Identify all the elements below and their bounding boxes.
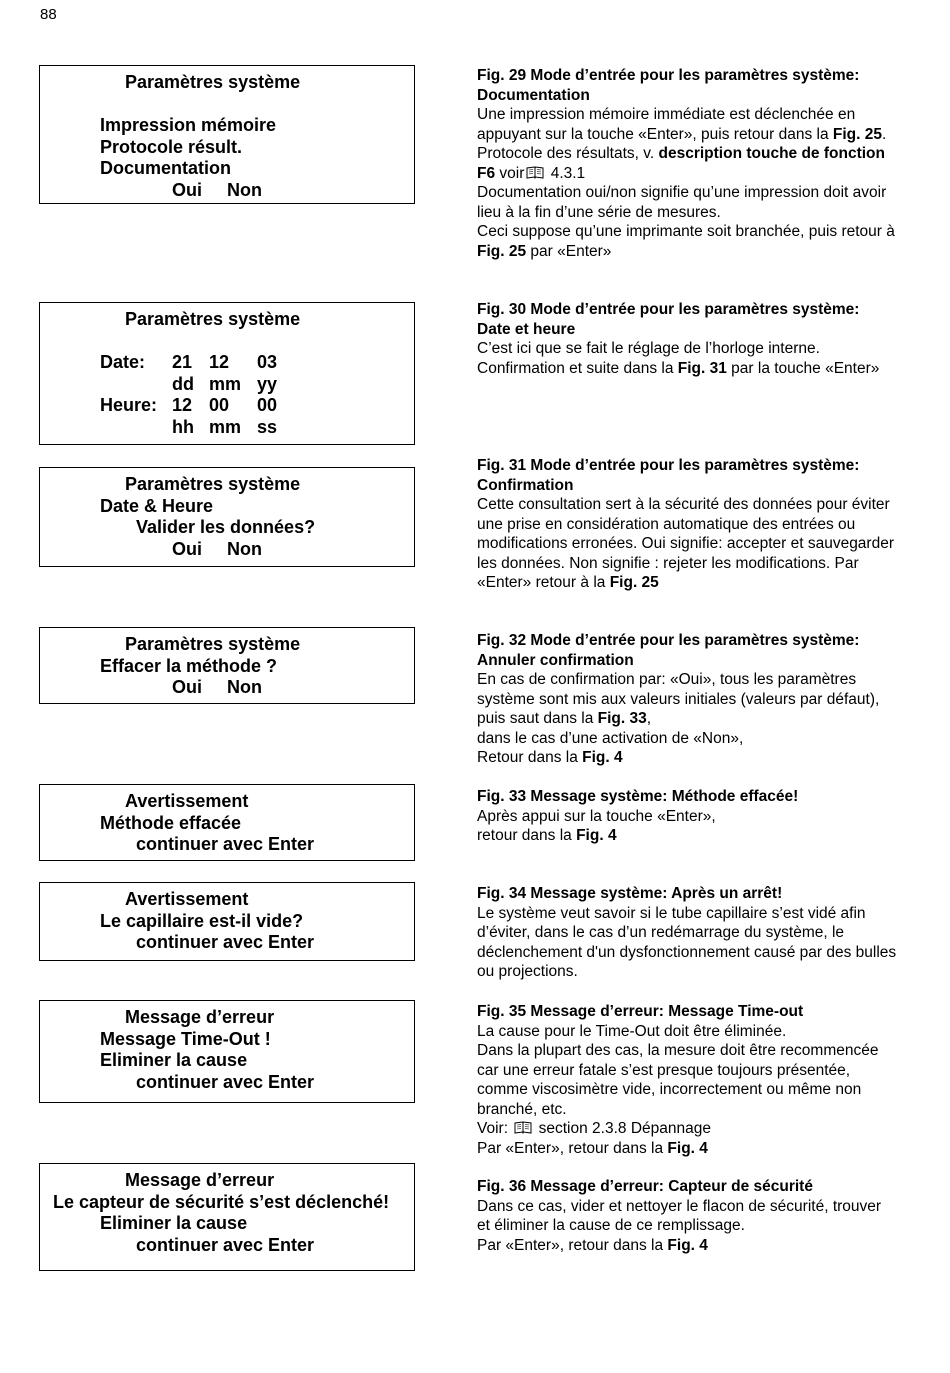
- lcd-line: continuer avec Enter: [136, 834, 315, 854]
- figure-caption: Fig. 34 Message système: Après un arrêt!: [477, 885, 783, 902]
- lcd-yes-no: Oui Non: [172, 180, 262, 200]
- book-icon: [526, 166, 544, 179]
- paragraph: Après appui sur la touche «Enter»,: [477, 807, 716, 825]
- paragraph: Cette consultation sert à la sécurité des données pour éviter une prise en considération automatique des entrées ou modifications erronées. Oui signifie: accepter et sauvegarder les données. Non signifie : rejeter les modifications. Par «Enter» retour à la Fig. 25: [477, 496, 894, 591]
- paragraph: Dans ce cas, vider et nettoyer le flacon de sécurité, trouver et éliminer la cause de ce remplissage.: [477, 1197, 882, 1234]
- date-year: 03: [257, 352, 278, 372]
- lcd-screen-fig32: [39, 627, 415, 704]
- lcd-line: Le capteur de sécurité s’est déclenché!: [53, 1192, 390, 1212]
- lcd-title: Paramètres système: [125, 72, 301, 92]
- time-unit-mm: mm: [209, 417, 242, 437]
- lcd-line: continuer avec Enter: [136, 932, 315, 952]
- figure-caption: Fig. 33 Message système: Méthode effacée!: [477, 788, 799, 805]
- lcd-title: Paramètres système: [125, 634, 301, 654]
- paragraph: Par «Enter», retour dans la Fig. 4: [477, 1139, 708, 1157]
- lcd-line: Valider les données?: [136, 517, 316, 537]
- figure-caption: Fig. 36 Message d’erreur: Capteur de sécurité: [477, 1178, 813, 1195]
- lcd-screen-fig31: [39, 467, 415, 567]
- figure-caption: Fig. 35 Message d’erreur: Message Time-out: [477, 1003, 804, 1020]
- paragraph: En cas de confirmation par: «Oui», tous les paramètres système sont mis aux valeurs initiales (valeurs par défaut), puis saut dans la Fig. 33,: [477, 671, 880, 727]
- figure-reference: Fig. 31: [677, 359, 727, 377]
- lcd-line: Méthode effacée: [100, 813, 242, 833]
- lcd-line: Effacer la méthode ?: [100, 656, 278, 676]
- time-unit-ss: ss: [257, 417, 278, 437]
- time-unit-hh: hh: [172, 417, 194, 437]
- paragraph: C’est ici que se fait le réglage de l’horloge interne.: [477, 340, 820, 357]
- lcd-line: Le capillaire est-il vide?: [100, 911, 304, 931]
- paragraph: Documentation oui/non signifie qu’une impression doit avoir lieu à la fin d’une série de mesures.: [477, 184, 887, 221]
- lcd-screen-fig36: [39, 1163, 415, 1271]
- date-unit-mm: mm: [209, 374, 242, 394]
- lcd-line: Protocole résult.: [100, 137, 243, 157]
- lcd-line: Impression mémoire: [100, 115, 277, 135]
- paragraph: retour dans la Fig. 4: [477, 827, 617, 844]
- description-fig35: [477, 1002, 897, 1158]
- book-icon: [514, 1121, 532, 1134]
- lcd-screen-fig35: [39, 1000, 415, 1103]
- description-fig36: [477, 1177, 897, 1255]
- description-fig32: [477, 631, 897, 768]
- figure-reference: Fig. 33: [597, 710, 647, 727]
- lcd-line: Date & Heure: [100, 496, 214, 516]
- date-day: 21: [172, 352, 193, 372]
- figure-reference: Fig. 25: [609, 574, 659, 591]
- lcd-title: Paramètres système: [125, 309, 301, 329]
- paragraph: Le système veut savoir si le tube capillaire s’est vidé afin d’éviter, dans le cas d’un redémarrage du système, le déclenchement d'un dysfonctionnement causé par des bulles ou projections.: [477, 904, 897, 980]
- lcd-yes-no: Oui Non: [172, 539, 262, 559]
- date-unit-yy: yy: [257, 374, 278, 394]
- figure-reference: Fig. 4: [582, 749, 623, 766]
- paragraph: Voir: section 2.3.8 Dépannage: [477, 1120, 711, 1137]
- description-fig34: [477, 884, 897, 982]
- paragraph: La cause pour le Time-Out doit être éliminée.: [477, 1022, 787, 1040]
- lcd-yes-no: Oui Non: [172, 677, 262, 697]
- figure-reference: Fig. 4: [667, 1139, 708, 1157]
- figure-reference: Fig. 25: [832, 125, 882, 143]
- paragraph: Confirmation et suite dans la Fig. 31 par la touche «Enter»: [477, 359, 880, 377]
- function-key-reference: description touche de fonction F6: [477, 145, 885, 182]
- page-number: 88: [40, 6, 57, 23]
- date-month: 12: [209, 352, 230, 372]
- figure-reference: Fig. 4: [576, 827, 617, 844]
- lcd-screen-fig34: [39, 882, 415, 961]
- lcd-title: Paramètres système: [125, 474, 301, 494]
- time-minute: 00: [209, 395, 230, 415]
- figure-caption: Fig. 30 Mode d’entrée pour les paramètres système: Date et heure: [477, 301, 860, 338]
- lcd-title: Message d’erreur: [125, 1170, 275, 1190]
- paragraph: Une impression mémoire immédiate est déclenchée en appuyant sur la touche «Enter», puis retour dans la Fig. 25.: [477, 106, 887, 143]
- time-label: Heure:: [100, 395, 158, 415]
- figure-caption: Fig. 31 Mode d’entrée pour les paramètres système: Confirmation: [477, 457, 860, 494]
- description-fig30: [477, 300, 897, 378]
- figure-caption: Fig. 32 Mode d’entrée pour les paramètres système: Annuler confirmation: [477, 632, 860, 669]
- lcd-line: Documentation: [100, 158, 232, 178]
- paragraph: Retour dans la Fig. 4: [477, 749, 623, 766]
- lcd-line: Message Time-Out !: [100, 1029, 271, 1049]
- figure-reference: Fig. 4: [667, 1236, 708, 1254]
- lcd-title: Avertissement: [125, 791, 249, 811]
- lcd-title: Message d’erreur: [125, 1007, 275, 1027]
- lcd-line: Eliminer la cause: [100, 1213, 248, 1233]
- description-fig29: [477, 66, 897, 261]
- date-unit-dd: dd: [172, 374, 194, 394]
- lcd-title: Avertissement: [125, 889, 249, 909]
- description-fig31: [477, 456, 897, 593]
- lcd-line: Eliminer la cause: [100, 1050, 248, 1070]
- figure-caption: Fig. 29 Mode d’entrée pour les paramètres système: Documentation: [477, 67, 860, 104]
- lcd-line: continuer avec Enter: [136, 1235, 315, 1255]
- date-label: Date:: [100, 352, 146, 372]
- paragraph: dans le cas d’une activation de «Non»,: [477, 729, 744, 747]
- lcd-screen-fig30: [39, 302, 415, 445]
- paragraph: Dans la plupart des cas, la mesure doit être recommencée car une erreur fatale s’est presque toujours présentée, comme viscosimètre vide, incorrectement ou même non branché, etc.: [477, 1042, 879, 1118]
- paragraph: Ceci suppose qu’une imprimante soit branchée, puis retour à Fig. 25 par «Enter»: [477, 223, 895, 260]
- description-fig33: [477, 787, 897, 846]
- figure-reference: Fig. 25: [477, 242, 527, 260]
- paragraph: Par «Enter», retour dans la Fig. 4: [477, 1236, 708, 1254]
- paragraph: Protocole des résultats, v. description touche de fonction F6 voir 4.3.1: [477, 145, 885, 182]
- section-reference: 4.3.1: [550, 164, 586, 182]
- time-second: 00: [257, 395, 278, 415]
- lcd-screen-fig33: [39, 784, 415, 861]
- lcd-screen-fig29: [39, 65, 415, 204]
- time-hour: 12: [172, 395, 193, 415]
- lcd-line: continuer avec Enter: [136, 1072, 315, 1092]
